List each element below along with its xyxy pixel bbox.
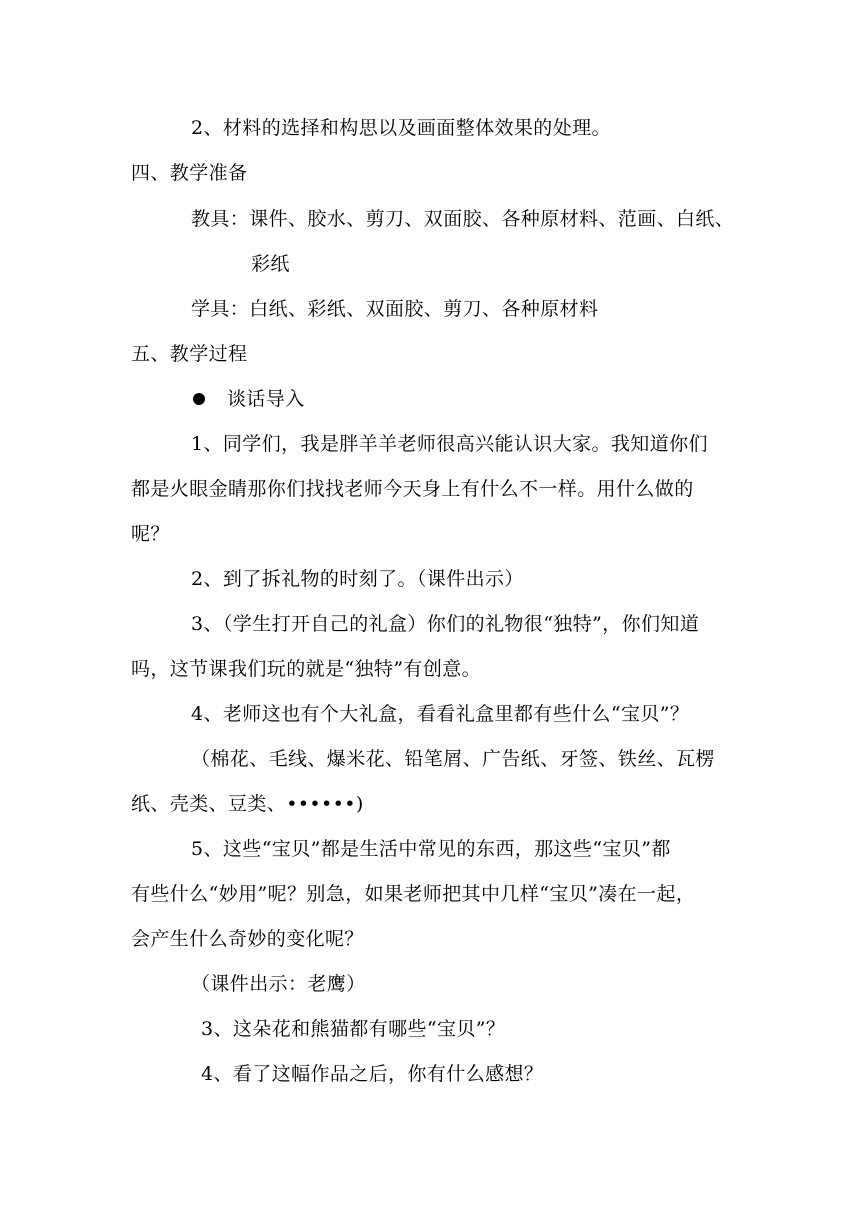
text-line: 有些什么“妙用”呢？别急，如果老师把其中几样“宝贝”凑在一起，	[131, 883, 696, 905]
bullet-item	[193, 387, 305, 411]
text-line: 3、（学生打开自己的礼盒）你们的礼物很“独特”，你们知道	[191, 613, 700, 635]
text-line: 教具：课件、胶水、剪刀、双面胶、各种原材料、范画、白纸、	[191, 208, 735, 230]
text-line: 纸、壳类、豆类、••••••)	[131, 793, 364, 815]
section-heading: 五、教学过程	[131, 343, 248, 365]
text-line: 会产生什么奇妙的变化呢？	[131, 928, 364, 950]
bullet-text: 谈话导入	[227, 388, 305, 410]
text-line: 都是火眼金睛那你们找找老师今天身上有什么不一样。用什么做的	[131, 478, 694, 500]
text-line: 5、这些“宝贝”都是生活中常见的东西，那这些“宝贝”都	[191, 838, 671, 860]
text-line: 学具：白纸、彩纸、双面胶、剪刀、各种原材料	[191, 298, 599, 320]
text-line: 1、同学们，我是胖羊羊老师很高兴能认识大家。我知道你们	[191, 433, 708, 455]
text-line: 呢？	[131, 523, 170, 545]
text-line: 吗，这节课我们玩的就是“独特”有创意。	[131, 658, 482, 680]
text-line: 彩纸	[251, 253, 290, 275]
text-line: 2、到了拆礼物的时刻了。（课件出示）	[191, 568, 524, 590]
text-line: 2、材料的选择和构思以及画面整体效果的处理。	[191, 117, 611, 139]
text-line: （棉花、毛线、爆米花、铅笔屑、广告纸、牙签、铁丝、瓦楞	[191, 748, 715, 770]
text-line: 4、老师这也有个大礼盒，看看礼盒里都有些什么“宝贝”？	[191, 703, 690, 725]
section-heading: 四、教学准备	[131, 162, 248, 184]
text-line: 3、这朵花和熊猫都有哪些“宝贝”？	[201, 1018, 506, 1040]
text-line: （课件出示：老鹰）	[191, 973, 366, 995]
bullet-icon	[193, 393, 205, 405]
text-line: 4、看了这幅作品之后，你有什么感想？	[201, 1063, 544, 1085]
